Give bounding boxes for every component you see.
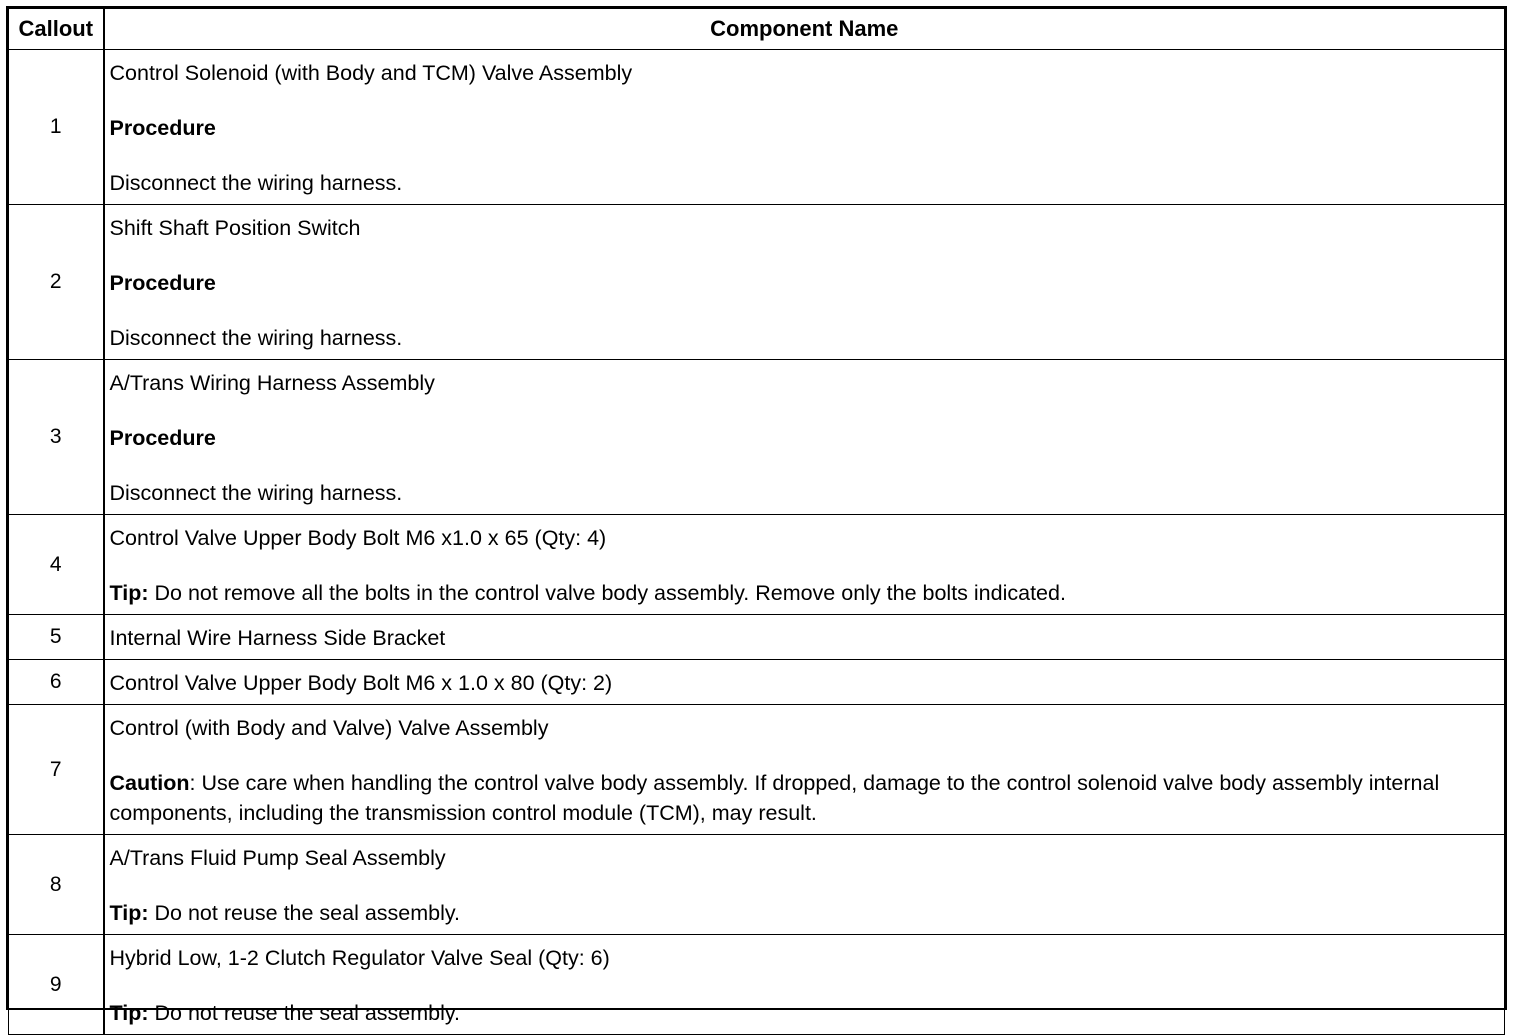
component-cell — [104, 660, 1505, 705]
callout-number: 4 — [9, 515, 104, 615]
component-cell — [104, 515, 1505, 615]
component-name: Internal Wire Harness Side Bracket — [109, 626, 446, 650]
tip-note — [110, 998, 1499, 1028]
component-cell — [104, 360, 1505, 515]
callout-number: 8 — [9, 835, 104, 935]
component-cell — [104, 935, 1505, 1035]
tip-text: Do not reuse the seal assembly. — [154, 901, 461, 925]
table-row — [9, 660, 1505, 705]
caution-text: : Use care when handling the control valve body assembly. If dropped, damage to the control solenoid valve body assembly internal components, including the transmission control module (TCM), may result. — [109, 771, 1440, 825]
table-row — [9, 935, 1505, 1035]
component-name: Control Valve Upper Body Bolt M6 x1.0 x 65 (Qty: 4) — [109, 526, 607, 550]
tip-note — [110, 578, 1499, 608]
component-name: Control Valve Upper Body Bolt M6 x 1.0 x 80 (Qty: 2) — [109, 671, 613, 695]
procedure-heading: Procedure — [109, 271, 216, 295]
callout-column-header: Callout — [9, 9, 104, 50]
procedure-step: Disconnect the wiring harness. — [109, 481, 403, 505]
table-row — [9, 615, 1505, 660]
tip-text: Do not reuse the seal assembly. — [154, 1001, 461, 1025]
table-row — [9, 205, 1505, 360]
procedure-step: Disconnect the wiring harness. — [109, 171, 403, 195]
component-name-column-header: Component Name — [104, 9, 1505, 50]
table-row — [9, 835, 1505, 935]
procedure-heading: Procedure — [109, 116, 216, 140]
table-row — [9, 705, 1505, 835]
procedure-heading: Procedure — [109, 426, 216, 450]
callout-number: 9 — [9, 935, 104, 1035]
component-table — [8, 8, 1505, 1035]
procedure-step: Disconnect the wiring harness. — [109, 326, 403, 350]
table-row — [9, 360, 1505, 515]
component-cell — [104, 205, 1505, 360]
tip-label: Tip: — [109, 901, 149, 925]
table-row — [9, 515, 1505, 615]
component-cell — [104, 835, 1505, 935]
callout-number: 3 — [9, 360, 104, 515]
callout-number: 5 — [9, 615, 104, 660]
component-name: Control Solenoid (with Body and TCM) Valve Assembly — [109, 61, 633, 85]
table-row — [9, 50, 1505, 205]
tip-label: Tip: — [109, 581, 149, 605]
component-table-frame — [6, 6, 1507, 1025]
component-name: Control (with Body and Valve) Valve Assembly — [109, 716, 549, 740]
tip-text: Do not remove all the bolts in the control valve body assembly. Remove only the bolts indicated. — [154, 581, 1066, 605]
caution-label: Caution — [109, 771, 190, 795]
callout-number: 1 — [9, 50, 104, 205]
tip-label: Tip: — [109, 1001, 149, 1025]
caution-note — [110, 768, 1499, 828]
component-name: Shift Shaft Position Switch — [109, 216, 361, 240]
component-cell — [104, 705, 1505, 835]
tip-note — [110, 898, 1499, 928]
component-name: Hybrid Low, 1-2 Clutch Regulator Valve Seal (Qty: 6) — [109, 946, 610, 970]
component-name: A/Trans Fluid Pump Seal Assembly — [109, 846, 446, 870]
callout-number: 6 — [9, 660, 104, 705]
table-header-row — [9, 9, 1505, 50]
component-name: A/Trans Wiring Harness Assembly — [109, 371, 435, 395]
component-cell — [104, 50, 1505, 205]
component-cell — [104, 615, 1505, 660]
callout-number: 7 — [9, 705, 104, 835]
callout-number: 2 — [9, 205, 104, 360]
